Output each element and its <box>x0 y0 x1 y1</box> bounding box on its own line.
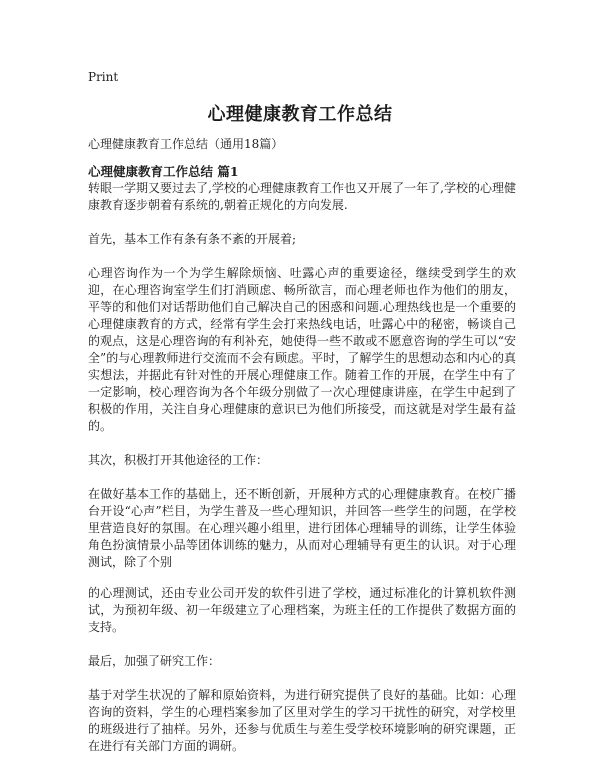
print-label[interactable]: Print <box>88 70 119 84</box>
paragraph-counseling: 心理咨询作为一个为学生解除烦恼、吐露心声的重要途径，继续受到学生的欢迎，在心理咨询室学生们打消顾虑、畅所欲言，而心理老师也作为他们的朋友，平等的和他们对话帮助他们自己解决自己的困惑和问题.心理热线也是一个重要的心理健康教育的方式，经常有学生会打来热线电话，吐露心中的秘密，畅谈自己的观点，这是心理咨询的有利补充，她使得一些不敢或不愿意咨询的学生可以“安全”的与心理教师进行交流而不会有顾虑。平时，了解学生的思想动态和内心的真实想法，并据此有针对性的开展心理健康工作。随着工作的开展，在学生中有了一定影响，校心理咨询为各个年级分别做了一次心理健康讲座，在学生中起到了积极的作用，关注自身心理健康的意识已为他们所接受，而这就是对学生最有益的。 <box>88 266 516 433</box>
paragraph-last-heading: 最后，加强了研究工作： <box>88 654 221 668</box>
paragraph-testing: 的心理测试，还由专业公司开发的软件引进了学校，通过标准化的计算机软件测试，为预初年级、初一年级建立了心理档案，为班主任的工作提供了数据方面的支持。 <box>88 586 516 634</box>
paragraph-intro: 转眼一学期又要过去了,学校的心理健康教育工作也又开展了一年了,学校的心理健康教育逐步朝着有系统的,朝着正规化的方向发展. <box>88 181 516 212</box>
document-body <box>88 180 516 772</box>
document-title: 心理健康教育工作总结 <box>207 104 393 125</box>
paragraph-second-heading: 其次，积极打开其他途径的工作： <box>88 453 269 467</box>
paragraph-other-channels: 在做好基本工作的基础上，还不断创新，开展种方式的心理健康教育。在校广播台开设“心声”栏目，为学生普及一些心理知识，并回答一些学生的问题，在学校里营造良好的氛围。在心理兴趣小组里，进行团体心理辅导的训练，让学生体验角色扮演情景小品等团体训练的魅力，从而对心理辅导有更生的认识。对于心理测试，除了个别 <box>88 487 516 569</box>
document-subtitle: 心理健康教育工作总结（通用18篇） <box>88 137 284 151</box>
paragraph-research: 基于对学生状况的了解和原始资料，为进行研究提供了良好的基础。比如：心理咨询的资料，学生的心理档案参加了区里对学生的学习干扰性的研究，对学校里的班级进行了抽样。另外，还参与优质生与差生受学校环境影响的研究课题，正在进行有关部门方面的调研。 <box>88 688 516 753</box>
section-heading: 心理健康教育工作总结 篇1 <box>88 164 239 179</box>
paragraph-first-heading: 首先，基本工作有条有条不紊的开展着; <box>88 232 297 246</box>
